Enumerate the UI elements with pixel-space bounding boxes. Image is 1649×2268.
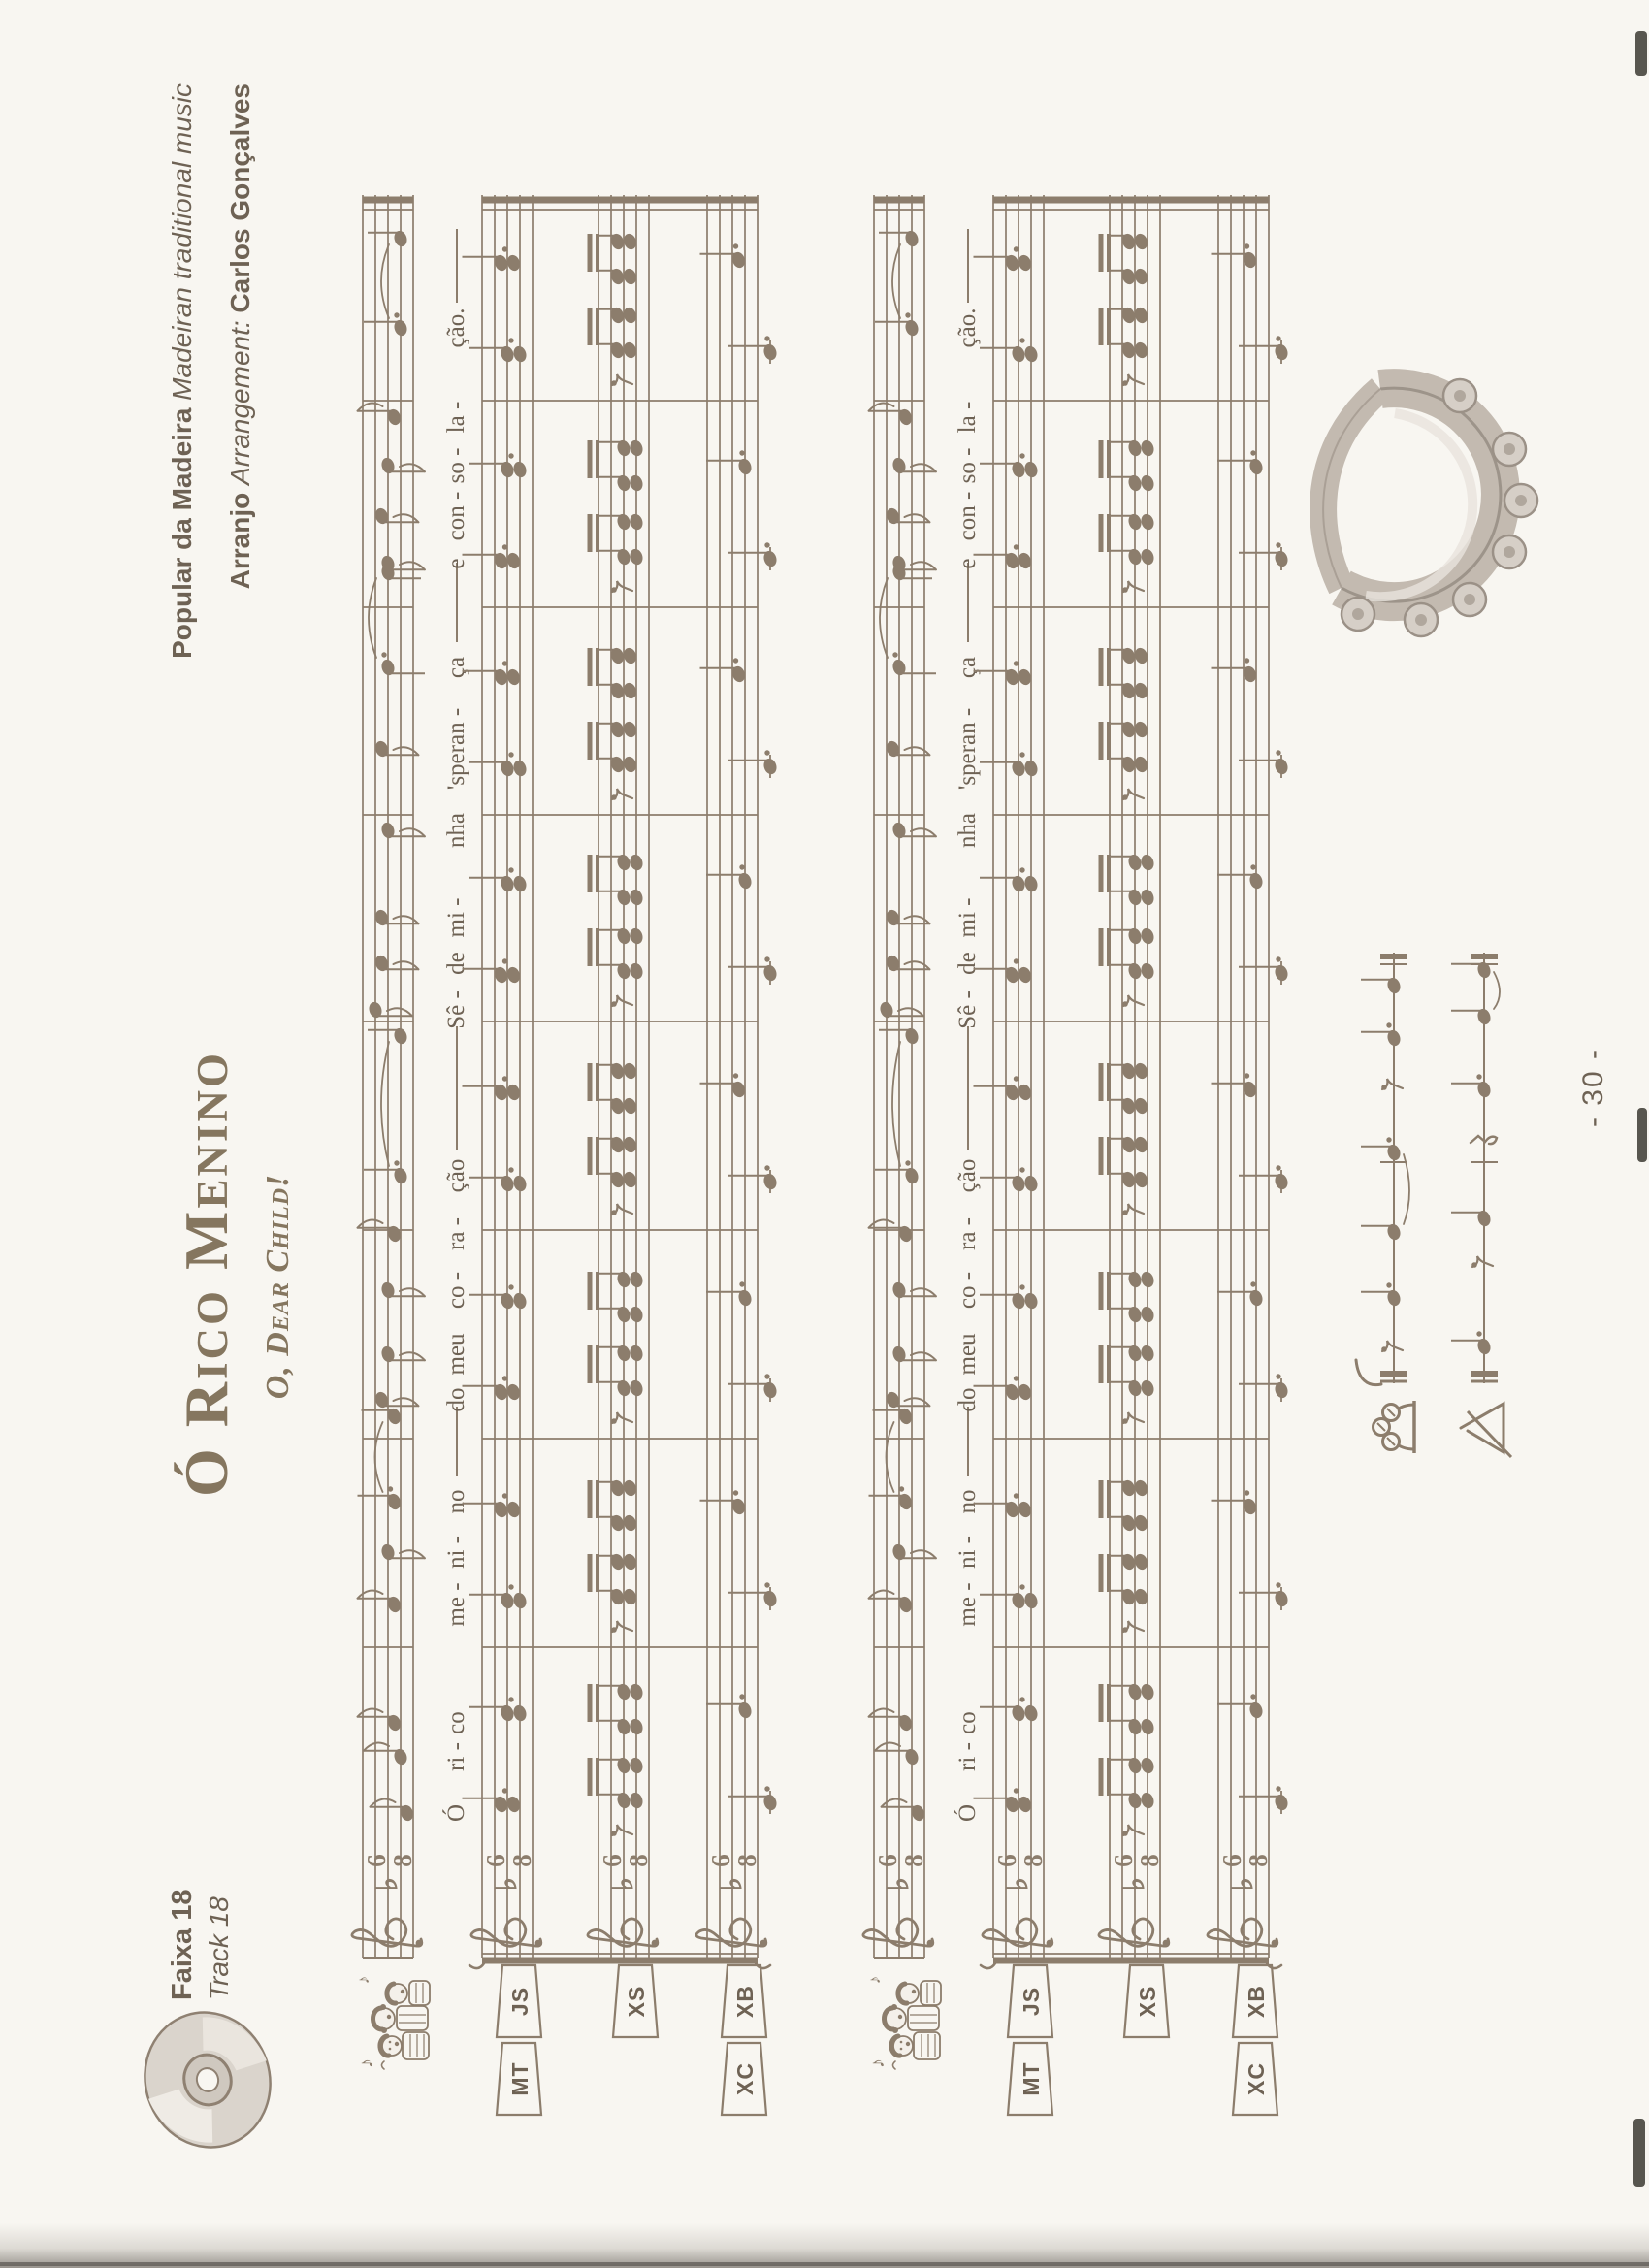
svg-text:8: 8 — [624, 1854, 653, 1867]
svg-text:8: 8 — [507, 1854, 536, 1867]
lyric-syllable: co - — [954, 1271, 981, 1310]
instrument-label-XC: XC — [732, 2062, 758, 2095]
svg-text:8: 8 — [388, 1854, 417, 1867]
lyric-syllable: meu — [954, 1333, 981, 1376]
instrument-label-XB: XB — [732, 1985, 758, 2018]
lyric-syllable: so - — [443, 447, 469, 484]
svg-text:♭: ♭ — [883, 1876, 915, 1892]
lyric-syllable: nha — [954, 812, 981, 849]
svg-text:6: 6 — [362, 1854, 391, 1867]
lyric-syllable: con - — [443, 491, 469, 541]
lyric-syllable: so - — [954, 447, 981, 484]
track-label-en: Track 18 — [204, 1896, 234, 2000]
lyric-syllable: la - — [443, 401, 469, 434]
svg-text:6: 6 — [1217, 1854, 1246, 1867]
lyric-syllable: nha — [443, 812, 469, 849]
svg-text:8: 8 — [899, 1854, 928, 1867]
lyric-syllable: ção. — [954, 308, 981, 348]
svg-text:6: 6 — [481, 1854, 510, 1867]
page-title: Ó Rico Menino — [172, 1051, 241, 1497]
svg-text:8: 8 — [1135, 1854, 1164, 1867]
lyric-syllable: Sê - — [954, 990, 981, 1029]
lyric-syllable: co — [443, 1711, 469, 1734]
svg-text:♪: ♪ — [867, 2058, 889, 2068]
svg-text:♭: ♭ — [1002, 1876, 1034, 1892]
arrangement-label-pt: Arranjo — [225, 492, 255, 590]
lyric-syllable: Ó — [443, 1803, 469, 1823]
svg-text:♭: ♭ — [491, 1876, 523, 1892]
lyric-syllable: 'speran - — [443, 707, 469, 791]
lyric-syllable: ri - — [443, 1742, 469, 1771]
triangle-icon — [1461, 1404, 1511, 1457]
children-choir-icon — [865, 1976, 941, 2069]
lyric-syllable: me - — [443, 1582, 469, 1627]
lyric-syllable: ção — [954, 1158, 981, 1193]
lyric-syllable: e — [443, 558, 469, 569]
lyric-syllable: mi - — [954, 897, 981, 938]
svg-text:♭: ♭ — [607, 1876, 639, 1892]
lyric-syllable: ra - — [443, 1217, 469, 1250]
svg-text:♭: ♭ — [372, 1876, 404, 1892]
lyric-syllable: ri - — [954, 1742, 981, 1771]
svg-text:♪: ♪ — [354, 1975, 372, 1985]
lyric-syllable: 'speran - — [954, 707, 981, 791]
lyric-syllable: de — [443, 952, 469, 975]
arranger-name: Carlos Gonçalves — [225, 83, 255, 313]
lyric-syllable: no — [954, 1489, 981, 1514]
svg-text:6: 6 — [992, 1854, 1021, 1867]
lyric-syllable: Sê - — [443, 990, 469, 1029]
track-label-pt: Faixa 18 — [167, 1889, 198, 2000]
instrument-label-XS: XS — [624, 1985, 649, 2018]
lyric-syllable: ni - — [954, 1535, 981, 1570]
svg-text:6: 6 — [706, 1854, 735, 1867]
arrangement-label-en: Arrangement: — [225, 320, 255, 485]
instrument-label-XB: XB — [1244, 1985, 1269, 2018]
svg-text:8: 8 — [1018, 1854, 1048, 1867]
svg-text:♭: ♭ — [1227, 1876, 1259, 1892]
lyric-syllable: ra - — [954, 1217, 981, 1250]
lyric-syllable: Ó — [954, 1803, 981, 1823]
svg-text:♪: ♪ — [865, 1975, 884, 1985]
origin-label-pt: Popular da Madeira — [167, 407, 197, 659]
lyric-syllable: ni - — [443, 1535, 469, 1570]
instrument-label-XC: XC — [1244, 2062, 1269, 2095]
lyric-syllable: ça — [443, 656, 469, 679]
svg-text:8: 8 — [732, 1854, 761, 1867]
instrument-label-MT: MT — [1018, 2061, 1044, 2096]
lyric-syllable: con - — [954, 491, 981, 541]
lyric-syllable: la - — [954, 401, 981, 434]
svg-text:6: 6 — [598, 1854, 627, 1867]
svg-text:8: 8 — [1244, 1854, 1273, 1867]
instrument-label-MT: MT — [507, 2061, 533, 2096]
children-choir-icon — [354, 1976, 430, 2069]
lyric-syllable: de — [954, 952, 981, 975]
lyric-syllable: me - — [954, 1582, 981, 1627]
svg-text:♭: ♭ — [716, 1876, 748, 1892]
lyric-syllable: ça — [954, 656, 981, 679]
svg-text:6: 6 — [873, 1854, 902, 1867]
instrument-label-XS: XS — [1135, 1985, 1160, 2018]
lyric-syllable: co - — [443, 1271, 469, 1310]
svg-text:6: 6 — [1109, 1854, 1138, 1867]
tambourine-icon — [1374, 1401, 1415, 1453]
lyric-syllable: ção — [443, 1158, 469, 1193]
lyric-syllable: do — [954, 1387, 981, 1412]
lyric-syllable: meu — [443, 1333, 469, 1376]
lyric-syllable: co — [954, 1711, 981, 1734]
scan-smudge — [1637, 1108, 1647, 1162]
origin-label-en: Madeiran traditional music — [167, 83, 197, 401]
lyric-syllable: no — [443, 1489, 469, 1514]
instrument-label-JS: JS — [507, 1986, 533, 2017]
svg-text:♪: ♪ — [356, 2058, 377, 2068]
svg-text:♭: ♭ — [1118, 1876, 1150, 1892]
tambourine-photo — [1323, 379, 1537, 636]
scan-smudge — [1633, 2119, 1645, 2187]
instrument-label-JS: JS — [1018, 1986, 1044, 2017]
page-subtitle: O, Dear Child! — [260, 1173, 296, 1400]
lyric-syllable: e — [954, 558, 981, 569]
page-number: - 30 - — [1577, 1047, 1609, 1128]
lyric-syllable: do — [443, 1387, 469, 1412]
lyric-syllable: mi - — [443, 897, 469, 938]
scan-smudge — [1635, 31, 1647, 76]
lyric-syllable: ção. — [443, 308, 469, 348]
